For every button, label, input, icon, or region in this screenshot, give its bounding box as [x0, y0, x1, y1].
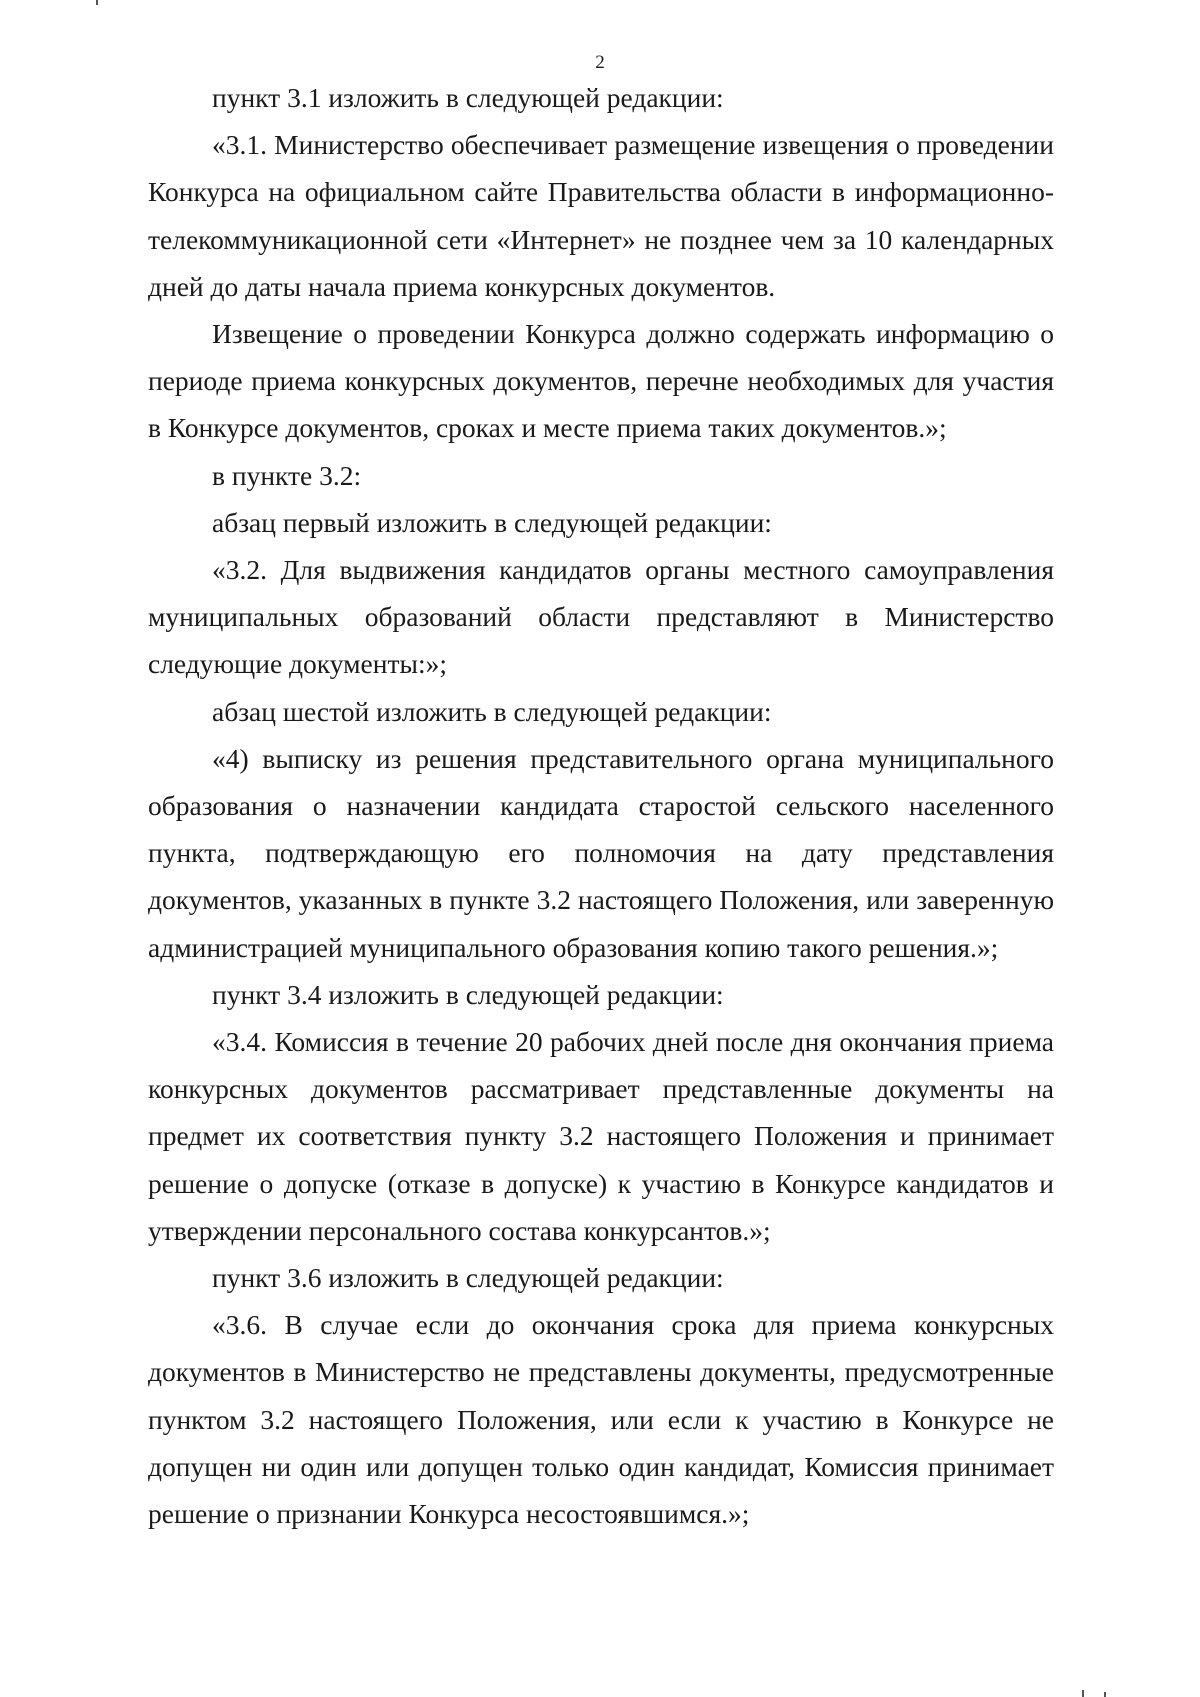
- paragraph-8: «4) выписку из решения представительного органа муниципального образования о назначении кандидата старостой сельского населенного пункта, подтверждающую его полномочия на дату представления документов, указанных в пункте 3.2 настоящего Положения, или заверенную администрацией муниципального образования копию такого решения.»;: [148, 742, 1054, 963]
- paragraph-4: в пункте 3.2:: [212, 459, 362, 491]
- page-number: 2: [595, 52, 605, 73]
- scan-mark-bottom-right-2: [1104, 1692, 1106, 1697]
- paragraph-7: абзац шестой изложить в следующей редакции:: [212, 695, 772, 727]
- paragraph-5: абзац первый изложить в следующей редакции:: [212, 506, 772, 538]
- paragraph-1: пункт 3.1 изложить в следующей редакции:: [212, 82, 724, 113]
- paragraph-10: «3.4. Комиссия в течение 20 рабочих дней после дня окончания приема конкурсных документов рассматривает представленные документы на предмет их соответствия пункту 3.2 настоящего Положения и принимает решение о допуске (отказе в допуске) к участию в Конкурсе кандидатов и утверждении персонального состава конкурсантов.»;: [148, 1026, 1054, 1246]
- paragraph-12: «3.6. В случае если до окончания срока для приема конкурсных документов в Министерство не представлены документы, предусмотренные пунктом 3.2 настоящего Положения, или если к участию в Конкурсе не допущен ни один или допущен только один кандидат, Комиссия принимает решение о признании Конкурса несостоявшимся.»;: [148, 1309, 1054, 1530]
- paragraph-6: «3.2. Для выдвижения кандидатов органы местного самоуправления муниципальных образований области представляют в Министерство следующие документы:»;: [148, 554, 1054, 680]
- document-body: [148, 74, 1054, 1537]
- paragraph-9: пункт 3.4 изложить в следующей редакции:: [212, 978, 724, 1010]
- paragraph-3: Извещение о проведении Конкурса должно содержать информацию о периоде приема конкурсных документов, перечне необходимых для участия в Конкурсе документов, сроках и месте приема таких документов.»;: [148, 318, 1054, 444]
- scan-mark-bottom-right: [1082, 1690, 1084, 1697]
- scan-mark-top-left: [96, 0, 98, 5]
- paragraph-2: «3.1. Министерство обеспечивает размещение извещения о проведении Конкурса на официальном сайте Правительства области в информационно-телекоммуникационной сети «Интернет» не позднее чем за 10 календарных дней до даты начала приема конкурсных документов.: [148, 129, 1054, 302]
- paragraph-11: пункт 3.6 изложить в следующей редакции:: [212, 1262, 724, 1294]
